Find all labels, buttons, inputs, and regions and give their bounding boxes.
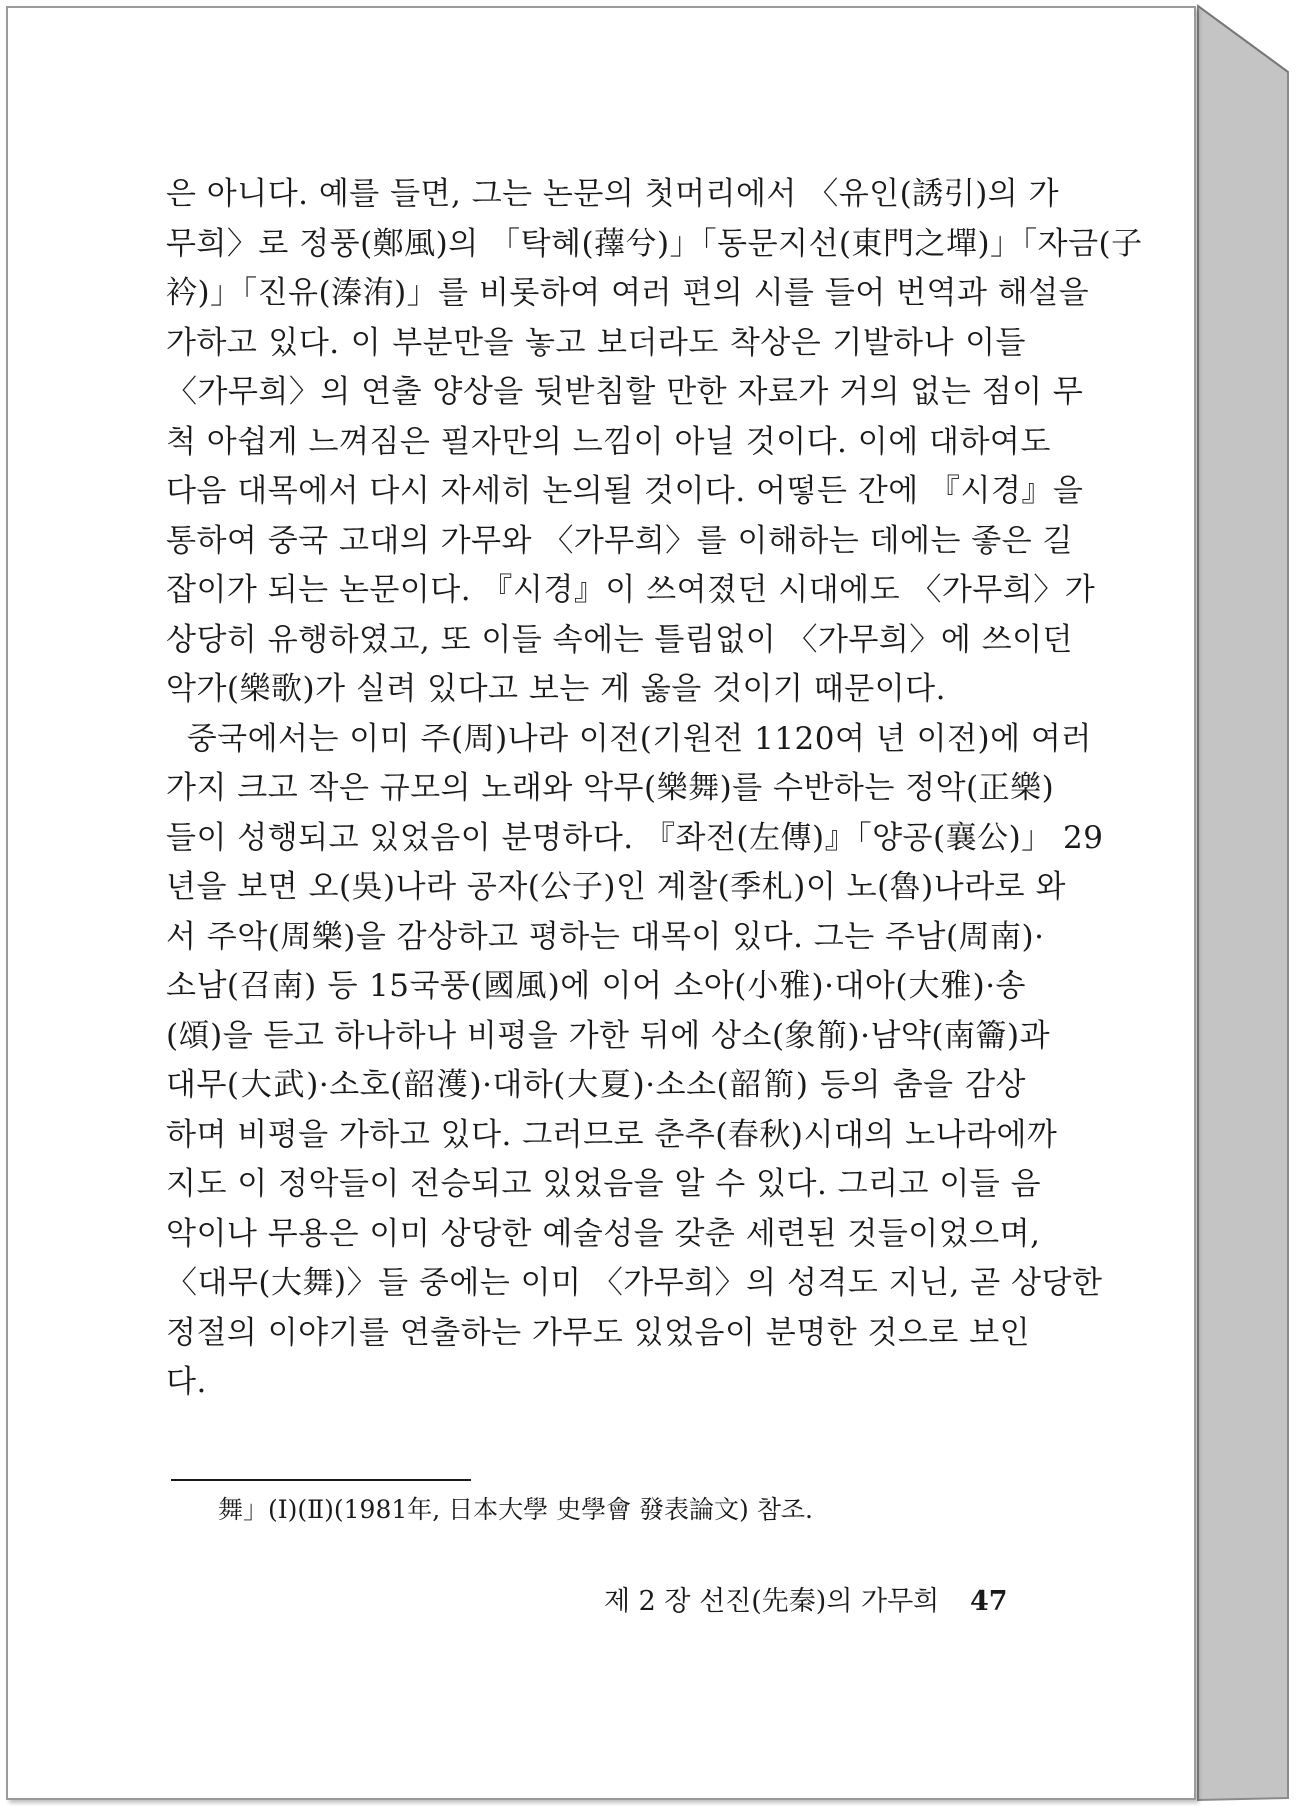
text-line: 은 아니다. 예를 들면, 그는 논문의 첫머리에서 〈유인(誘引)의 가 — [166, 176, 1060, 212]
text-line: 잡이가 되는 논문이다. 『시경』이 쓰여졌던 시대에도 〈가무희〉가 — [166, 572, 1096, 608]
text-line: 소남(召南) 등 15국풍(國風)에 이어 소아(小雅)·대아(大雅)·송 — [166, 968, 1026, 1004]
text-line: 통하여 중국 고대의 가무와 〈가무희〉를 이해하는 데에는 좋은 길 — [166, 522, 1073, 559]
text-line: 〈대무(大舞)〉들 중에는 이미 〈가무희〉의 성격도 지닌, 곧 상당한 — [166, 1265, 1103, 1301]
text-line: 〈가무희〉의 연출 양상을 뒷받침할 만한 자료가 거의 없는 점이 무 — [166, 374, 1084, 410]
text-line: 서 주악(周樂)을 감상하고 평하는 대목이 있다. 그는 주남(周南)· — [166, 918, 1045, 955]
text-line: 다. — [166, 1364, 207, 1400]
text-line: 衿)」「진유(溱洧)」를 비롯하여 여러 편의 시를 들어 번역과 해설을 — [166, 275, 1090, 311]
text-line: 하며 비평을 가하고 있다. 그러므로 춘추(春秋)시대의 노나라에까 — [166, 1116, 1058, 1153]
text-line: 무희〉로 정풍(鄭風)의 「탁혜(蘀兮)」「동문지선(東門之墠)」「자금(子 — [166, 225, 1143, 262]
text-line: 지도 이 정악들이 전승되고 있었음을 알 수 있다. 그리고 이들 음 — [166, 1166, 1042, 1202]
text-line: (頌)을 듣고 하나하나 비평을 가한 뒤에 상소(象箾)·남약(南籥)과 — [166, 1017, 1051, 1054]
text-line: 대무(大武)·소호(韶濩)·대하(大夏)·소소(韶箾) 등의 춤을 감상 — [166, 1067, 1026, 1103]
text-line: 가하고 있다. 이 부분만을 놓고 보더라도 착상은 기발하나 이들 — [166, 324, 1026, 361]
text-line: 가지 크고 작은 규모의 노래와 악무(樂舞)를 수반하는 정악(正樂) — [166, 770, 1055, 806]
text-line: 척 아쉽게 느껴짐은 필자만의 느낌이 아닐 것이다. 이에 대하여도 — [166, 423, 1051, 460]
text-line: 악가(樂歌)가 실려 있다고 보는 게 옳을 것이기 때문이다. — [166, 671, 946, 707]
page-number: 47 — [970, 1586, 1008, 1617]
body-text — [166, 170, 1143, 1408]
book-thickness-side — [1198, 6, 1288, 1800]
text-line: 다음 대목에서 다시 자세히 논의될 것이다. 어떻든 간에 『시경』을 — [166, 473, 1084, 509]
footnote-divider — [171, 1479, 471, 1481]
text-line: 정절의 이야기를 연출하는 가무도 있었음이 분명한 것으로 보인 — [166, 1314, 1031, 1351]
chapter-running-footer: 제 2 장 선진(先秦)의 가무희 — [604, 1586, 940, 1617]
text-line: 상당히 유행하였고, 또 이들 속에는 틀림없이 〈가무희〉에 쓰이던 — [166, 621, 1073, 658]
text-line: 년을 보면 오(吳)나라 공자(公子)인 계찰(季札)이 노(魯)나라로 와 — [166, 869, 1066, 905]
text-line: 중국에서는 이미 주(周)나라 이전(기원전 1120여 년 이전)에 여러 — [166, 720, 1092, 757]
text-line: 들이 성행되고 있었음이 분명하다. 『좌전(左傳)』「양공(襄公)」 29 — [166, 819, 1104, 856]
footnote-text: 舞」(Ⅰ)(Ⅱ)(1981年, 日本大學 史學會 發表論文) 참조. — [218, 1495, 813, 1524]
text-line: 악이나 무용은 이미 상당한 예술성을 갖춘 세련된 것들이었으며, — [166, 1215, 1041, 1252]
